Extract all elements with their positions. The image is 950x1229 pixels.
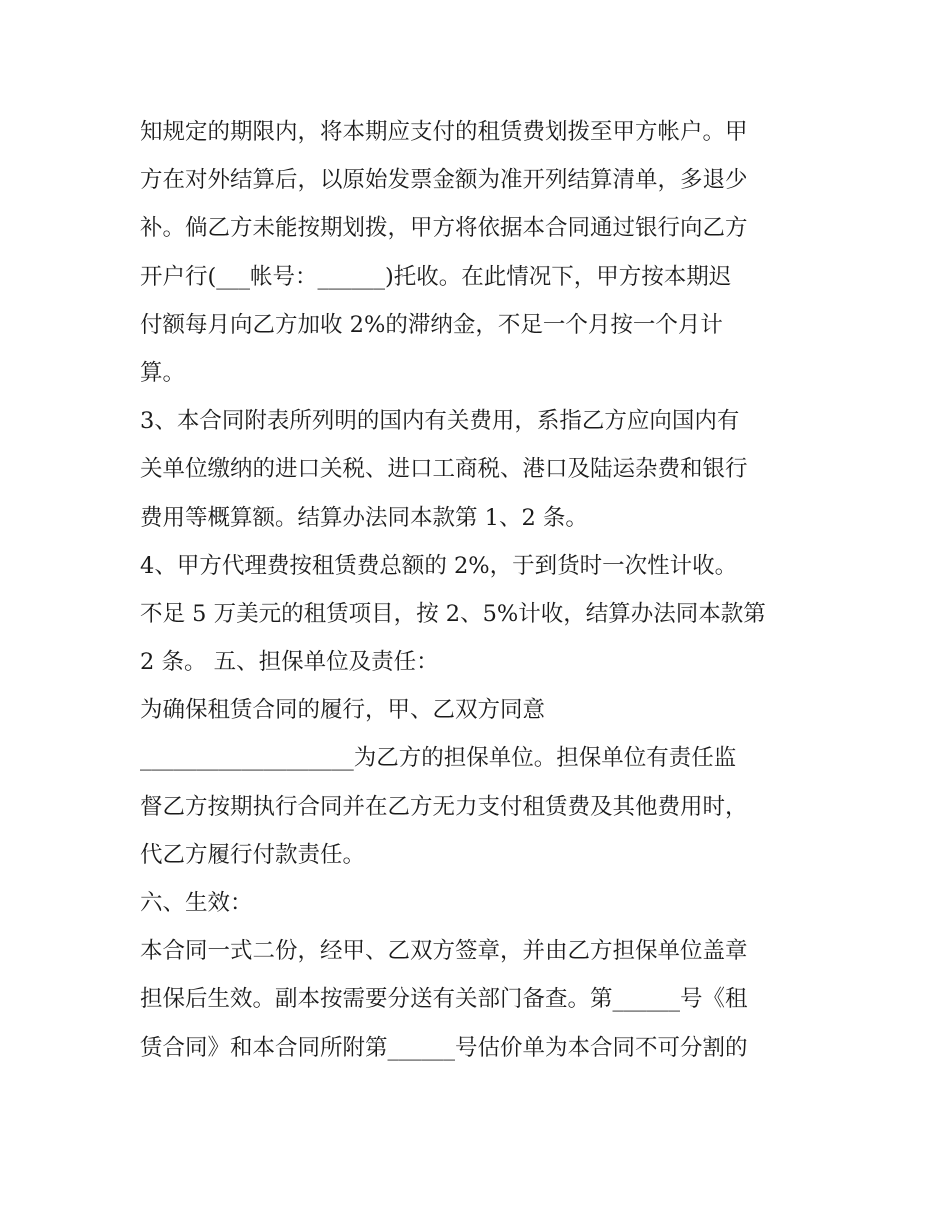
text-line: 费用等概算额。结算办法同本款第 1、2 条。 [140, 504, 588, 531]
text-line: 补。倘乙方未能按期划拨，甲方将依据本合同通过银行向乙方 [140, 215, 748, 242]
text-line: 4、甲方代理费按租赁费总额的 2%，于到货时一次性计收。 [140, 552, 738, 579]
text-line: 方在对外结算后，以原始发票金额为准开列结算清单，多退少 [140, 167, 748, 194]
section-heading: 六、生效： [140, 890, 253, 916]
text-line: 知规定的期限内，将本期应支付的租赁费划拨至甲方帐户。甲 [140, 119, 748, 145]
text-line: 为确保租赁合同的履行，甲、乙双方同意 [140, 697, 546, 724]
text-line: 赁合同》和本合同所附第______号估价单为本合同不可分割的 [140, 1034, 748, 1061]
text-line: 不足 5 万美元的租赁项目，按 2、5%计收，结算办法同本款第 [140, 600, 766, 627]
text-line: 开户行(___帐号：______)托收。在此情况下，甲方按本期迟 [140, 263, 732, 290]
text-line: 督乙方按期执行合同并在乙方无力支付租赁费及其他费用时， [140, 793, 748, 820]
text-line: 代乙方履行付款责任。 [140, 841, 366, 868]
text-line: 担保后生效。副本按需要分送有关部门备查。第______号《租 [140, 986, 748, 1013]
text-line: ___________________为乙方的担保单位。担保单位有责任监 [140, 745, 737, 772]
text-line: 3、本合同附表所列明的国内有关费用，系指乙方应向国内有 [140, 408, 740, 435]
text-line: 关单位缴纳的进口关税、进口工商税、港口及陆运杂费和银行 [140, 456, 748, 483]
text-line: 本合同一式二份，经甲、乙双方签章，并由乙方担保单位盖章 [140, 938, 748, 965]
text-line: 付额每月向乙方加收 2%的滞纳金，不足一个月按一个月计 [140, 311, 723, 338]
document-body [140, 108, 820, 1072]
section-heading-line: 2 条。 五、担保单位及责任： [140, 649, 439, 676]
text-line: 算。 [140, 359, 186, 386]
